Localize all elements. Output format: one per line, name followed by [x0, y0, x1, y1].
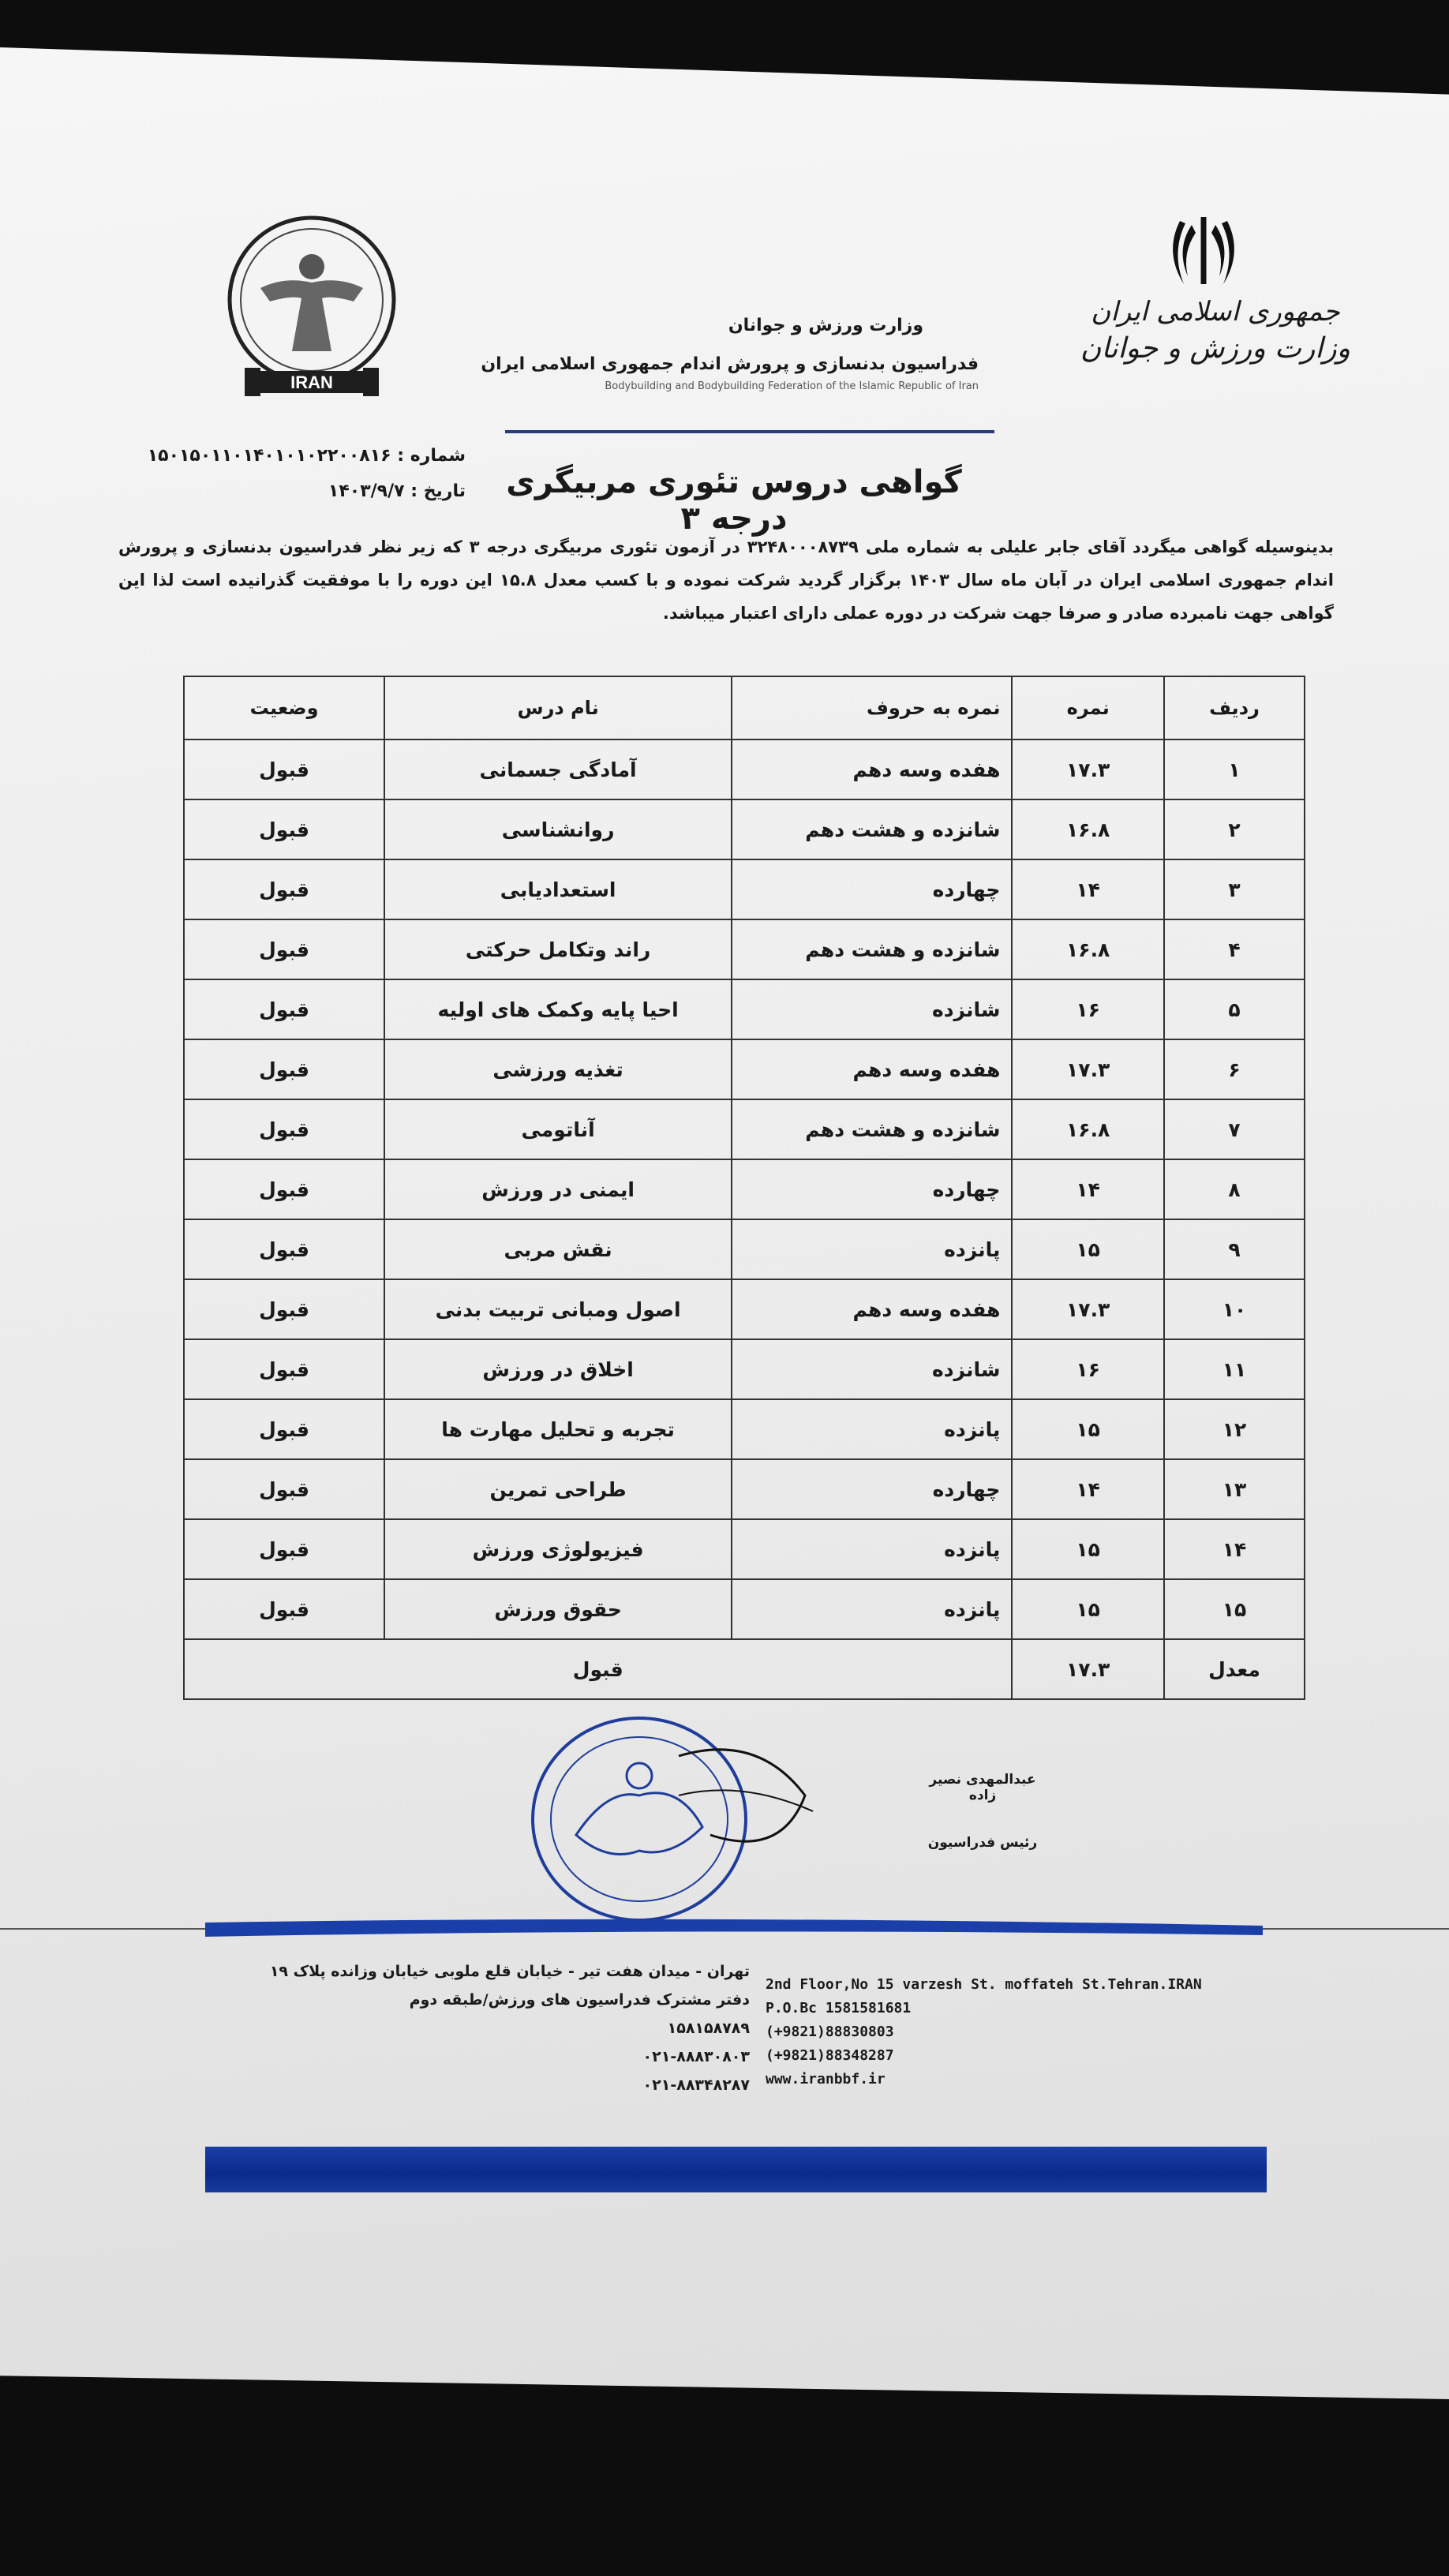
cell-status: قبول	[184, 1579, 384, 1639]
table-row	[184, 919, 1305, 979]
cell-row-number: ۸	[1164, 1159, 1305, 1219]
cell-course: حقوق ورزش	[384, 1579, 732, 1639]
cell-row-number: ۱	[1164, 739, 1305, 799]
cell-grade-words: شانزده و هشت دهم	[732, 919, 1012, 979]
cell-status: قبول	[184, 859, 384, 919]
cell-grade-words: شانزده و هشت دهم	[732, 1099, 1012, 1159]
header-status: وضعیت	[184, 676, 384, 739]
cell-grade-words: شانزده	[732, 979, 1012, 1039]
cell-status: قبول	[184, 1039, 384, 1099]
table-row	[184, 1159, 1305, 1219]
date-label: تاریخ :	[410, 481, 466, 501]
cell-grade-words: هفده وسه دهم	[732, 1279, 1012, 1339]
table-row	[184, 1399, 1305, 1459]
average-value: ۱۷.۳	[1012, 1639, 1163, 1699]
cell-grade-words: پانزده	[732, 1519, 1012, 1579]
cell-status: قبول	[184, 799, 384, 859]
certificate-title: گواهی دروس تئوری مربیگری درجه ۳	[506, 464, 962, 537]
cell-grade-words: هفده وسه دهم	[732, 1039, 1012, 1099]
cell-grade-words: پانزده	[732, 1579, 1012, 1639]
signer-title: رئیس فدراسیون	[927, 1835, 1038, 1851]
cell-grade-words: پانزده	[732, 1219, 1012, 1279]
cell-grade: ۱۴	[1012, 1459, 1163, 1519]
table-row	[184, 1519, 1305, 1579]
ministry-line-2: وزارت ورزش و جوانان	[1080, 332, 1351, 365]
header-course: نام درس	[384, 676, 732, 739]
phone-en-1: (+9821)88830803	[766, 2024, 894, 2040]
cell-row-number: ۵	[1164, 979, 1305, 1039]
footer-address-en	[766, 1973, 1263, 2091]
cell-row-number: ۱۳	[1164, 1459, 1305, 1519]
cell-row-number: ۲	[1164, 799, 1305, 859]
cell-course: احیا پایه وکمک های اولیه	[384, 979, 732, 1039]
cell-course: ایمنی در ورزش	[384, 1159, 732, 1219]
table-row	[184, 1459, 1305, 1519]
cell-course: نقش مربی	[384, 1219, 732, 1279]
federation-stamp	[521, 1701, 821, 1938]
average-status: قبول	[184, 1639, 1012, 1699]
cell-row-number: ۹	[1164, 1219, 1305, 1279]
header-grade: نمره	[1012, 676, 1163, 739]
address-fa-line-2: دفتر مشترک فدراسیون های ورزش/طبقه دوم	[409, 1991, 750, 2009]
cell-grade: ۱۶	[1012, 979, 1163, 1039]
average-row	[184, 1639, 1305, 1699]
cell-status: قبول	[184, 1519, 384, 1579]
cell-row-number: ۶	[1164, 1039, 1305, 1099]
cell-grade-words: هفده وسه دهم	[732, 739, 1012, 799]
table-row	[184, 859, 1305, 919]
cell-row-number: ۳	[1164, 859, 1305, 919]
number-label: شماره :	[397, 446, 466, 466]
table-row	[184, 979, 1305, 1039]
header-row-number: ردیف	[1164, 676, 1305, 739]
cell-grade-words: پانزده	[732, 1399, 1012, 1459]
cell-course: روانشناسی	[384, 799, 732, 859]
logo-text: IRAN	[290, 373, 333, 392]
federation-name-en: Bodybuilding and Bodybuilding Federation of the Islamic Republic of Iran	[605, 380, 979, 392]
table-row	[184, 799, 1305, 859]
phone-fa-2: ۰۲۱-۸۸۳۴۸۲۸۷	[642, 2076, 750, 2094]
cell-status: قبول	[184, 1159, 384, 1219]
table-row	[184, 1279, 1305, 1339]
address-en: 2nd Floor,No 15 varzesh St. moffateh St.Tehran.IRAN	[766, 1976, 1202, 1993]
federation-ministry: وزارت ورزش و جوانان	[728, 316, 923, 335]
cell-status: قبول	[184, 1099, 384, 1159]
cell-course: آمادگی جسمانی	[384, 739, 732, 799]
signature-block	[919, 1772, 1046, 1851]
cell-course: تغذیه ورزشی	[384, 1039, 732, 1099]
certificate-body: بدینوسیله گواهی میگردد آقای جابر علیلی به شماره ملی ۳۲۴۸۰۰۰۸۷۳۹ در آزمون تئوری مربیگری درجه ۳ که زیر نظر فدراسیون بدنسازی و پرورش اندام جمهوری اسلامی ایران در آبان ماه سال ۱۴۰۳ برگزار گردید شرکت نموده و با کسب معدل ۱۵.۸ این دوره را با موفقیت گذرانیده است لذا این گواهی جهت نامبرده صادر و صرفا جهت شرکت در دوره عملی دارای اعتبار میباشد.	[118, 537, 1335, 623]
cell-course: استعدادیابی	[384, 859, 732, 919]
cell-grade-words: چهارده	[732, 1159, 1012, 1219]
signer-name: عبدالمهدی نصیر زاده	[929, 1772, 1036, 1803]
cell-row-number: ۱۴	[1164, 1519, 1305, 1579]
cell-grade: ۱۴	[1012, 859, 1163, 919]
table-row	[184, 1339, 1305, 1399]
cell-grade-words: چهارده	[732, 1459, 1012, 1519]
number-value: ۱۵۰۱۵۰۱۱۰۱۴۰۱۰۱۰۲۲۰۰۸۱۶	[147, 446, 391, 466]
cell-course: راند وتکامل حرکتی	[384, 919, 732, 979]
cell-course: اصول ومبانی تربیت بدنی	[384, 1279, 732, 1339]
cell-grade: ۱۵	[1012, 1579, 1163, 1639]
header-rule	[505, 430, 994, 433]
cell-row-number: ۱۵	[1164, 1579, 1305, 1639]
phone-fa-1: ۰۲۱-۸۸۸۳۰۸۰۳	[642, 2048, 750, 2065]
cell-course: طراحی تمرین	[384, 1459, 732, 1519]
footer-blue-bar	[205, 2147, 1267, 2192]
ministry-block	[1073, 296, 1357, 365]
cell-grade-words: شانزده	[732, 1339, 1012, 1399]
cell-grade: ۱۶.۸	[1012, 919, 1163, 979]
postal-code-fa: ۱۵۸۱۵۸۷۸۹	[667, 2020, 750, 2037]
federation-name: فدراسیون بدنسازی و پرورش اندام جمهوری اسلامی ایران	[481, 354, 979, 374]
table-row	[184, 1099, 1305, 1159]
cell-grade: ۱۶.۸	[1012, 799, 1163, 859]
iran-emblem-icon	[1160, 209, 1247, 296]
cell-status: قبول	[184, 1219, 384, 1279]
certificate-date	[292, 481, 466, 501]
cell-grade: ۱۴	[1012, 1159, 1163, 1219]
date-value: ۱۴۰۳/۹/۷	[328, 481, 405, 501]
cell-status: قبول	[184, 1279, 384, 1339]
table-row	[184, 739, 1305, 799]
cell-grade: ۱۵	[1012, 1399, 1163, 1459]
average-label: معدل	[1164, 1639, 1305, 1699]
table-row	[184, 1219, 1305, 1279]
table-row	[184, 1579, 1305, 1639]
cell-status: قبول	[184, 1399, 384, 1459]
cell-status: قبول	[184, 919, 384, 979]
ministry-line-1: جمهوری اسلامی ایران	[1091, 296, 1340, 328]
cell-row-number: ۷	[1164, 1099, 1305, 1159]
pobox-en: P.O.Bc 1581581681	[766, 2000, 912, 2016]
cell-grade: ۱۶.۸	[1012, 1099, 1163, 1159]
cell-grade: ۱۶	[1012, 1339, 1163, 1399]
footer-swoosh	[0, 1918, 1449, 1941]
federation-logo	[213, 213, 410, 402]
certificate-number	[118, 446, 466, 466]
cell-grade: ۱۵	[1012, 1219, 1163, 1279]
cell-grade: ۱۷.۳	[1012, 1039, 1163, 1099]
cell-grade: ۱۷.۳	[1012, 739, 1163, 799]
phone-en-2: (+9821)88348287	[766, 2047, 894, 2064]
cell-status: قبول	[184, 979, 384, 1039]
website-en[interactable]: www.iranbbf.ir	[766, 2071, 886, 2087]
cell-course: فیزیولوژی ورزش	[384, 1519, 732, 1579]
cell-row-number: ۱۱	[1164, 1339, 1305, 1399]
cell-status: قبول	[184, 1339, 384, 1399]
cell-course: تجربه و تحلیل مهارت ها	[384, 1399, 732, 1459]
cell-course: اخلاق در ورزش	[384, 1339, 732, 1399]
cell-grade-words: شانزده و هشت دهم	[732, 799, 1012, 859]
header-grade-words: نمره به حروف	[732, 676, 1012, 739]
cell-status: قبول	[184, 1459, 384, 1519]
table-row	[184, 1039, 1305, 1099]
cell-grade-words: چهارده	[732, 859, 1012, 919]
cell-status: قبول	[184, 739, 384, 799]
cell-row-number: ۱۰	[1164, 1279, 1305, 1339]
table-header-row	[184, 676, 1305, 739]
address-fa-line-1: تهران - میدان هفت تیر - خیابان قلع ملوبی خیابان وزانده پلاک ۱۹	[269, 1963, 750, 1980]
footer-address-fa	[197, 1957, 750, 2099]
grades-table	[183, 676, 1305, 1700]
federation-header	[474, 316, 979, 392]
cell-row-number: ۴	[1164, 919, 1305, 979]
cell-grade: ۱۵	[1012, 1519, 1163, 1579]
cell-grade: ۱۷.۳	[1012, 1279, 1163, 1339]
cell-course: آناتومی	[384, 1099, 732, 1159]
cell-row-number: ۱۲	[1164, 1399, 1305, 1459]
